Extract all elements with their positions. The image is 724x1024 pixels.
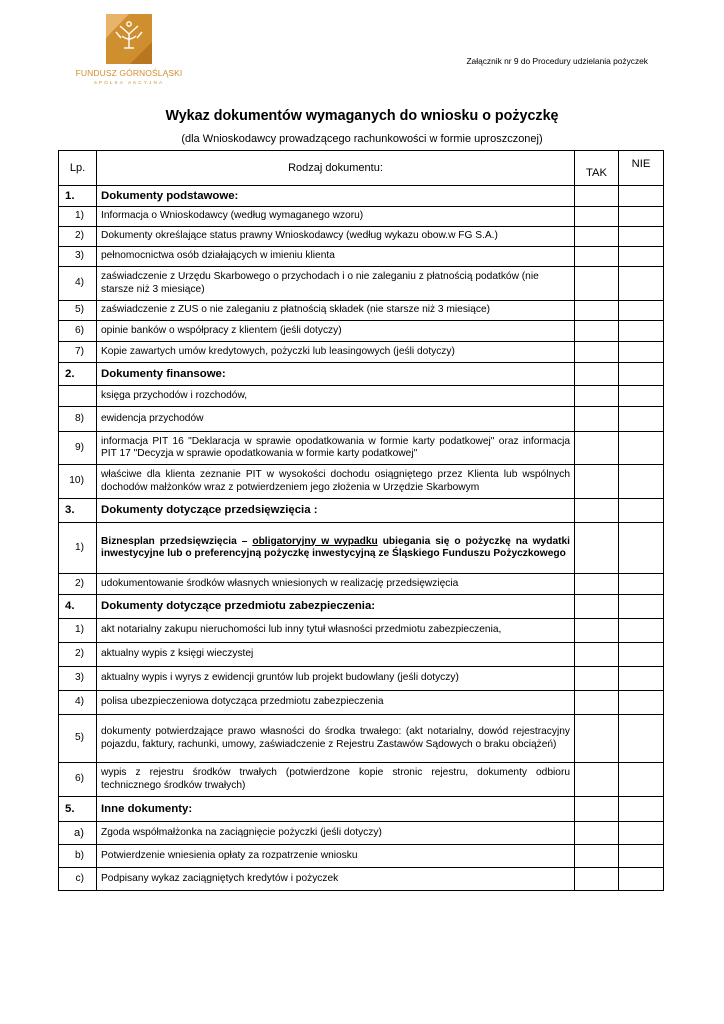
- item-number: 7): [59, 342, 97, 363]
- section-title: Dokumenty finansowe:: [97, 363, 575, 386]
- section-row: [59, 595, 664, 619]
- tak-checkbox[interactable]: [575, 667, 619, 691]
- tak-checkbox[interactable]: [575, 691, 619, 715]
- item-text: Podpisany wykaz zaciągniętych kredytów i pożyczek: [97, 868, 575, 891]
- table-row: [59, 247, 664, 267]
- tak-cell: [575, 363, 619, 386]
- tak-checkbox[interactable]: [575, 643, 619, 667]
- tak-checkbox[interactable]: [575, 465, 619, 499]
- item-text-part: Biznesplan przedsięwzięcia –: [101, 535, 253, 547]
- item-text: księga przychodów i rozchodów,: [97, 386, 575, 407]
- section-row: [59, 186, 664, 207]
- tak-cell: [575, 797, 619, 822]
- documents-table: [58, 150, 664, 891]
- nie-checkbox[interactable]: [619, 763, 664, 797]
- nie-checkbox[interactable]: [619, 845, 664, 868]
- section-number: 2.: [59, 363, 97, 386]
- item-number: 8): [59, 407, 97, 432]
- tak-checkbox[interactable]: [575, 523, 619, 574]
- nie-checkbox[interactable]: [619, 667, 664, 691]
- item-number: 2): [59, 574, 97, 595]
- tak-cell: [575, 186, 619, 207]
- item-number: b): [59, 845, 97, 868]
- section-number: 4.: [59, 595, 97, 619]
- item-text: aktualny wypis z księgi wieczystej: [97, 643, 575, 667]
- nie-cell: [619, 186, 664, 207]
- table-row: [59, 407, 664, 432]
- section-number: 3.: [59, 499, 97, 523]
- item-text-part: ubiegania się o pożyczkę na wydatki inwestycyjne lub o preferencyjną pożyczkę inwestycyjną ze Śląskiego Funduszu Pożyczkowego: [101, 535, 570, 559]
- page-title: Wykaz dokumentów wymaganych do wniosku o pożyczkę: [165, 108, 559, 124]
- page-subtitle: (dla Wnioskodawcy prowadzącego rachunkowości w formie uproszczonej): [181, 133, 543, 145]
- tak-checkbox[interactable]: [575, 247, 619, 267]
- nie-checkbox[interactable]: [619, 227, 664, 247]
- tak-cell: [575, 595, 619, 619]
- item-text: zaświadczenie z Urzędu Skarbowego o przychodach i o nie zaleganiu z płatnością podatków (nie starsze niż 3 miesiące): [97, 267, 575, 301]
- nie-checkbox[interactable]: [619, 407, 664, 432]
- nie-checkbox[interactable]: [619, 301, 664, 321]
- item-text: Kopie zawartych umów kredytowych, pożyczki lub leasingowych (jeśli dotyczy): [97, 342, 575, 363]
- table-row: [59, 207, 664, 227]
- item-number: 10): [59, 465, 97, 499]
- section-row: [59, 499, 664, 523]
- tak-checkbox[interactable]: [575, 386, 619, 407]
- nie-checkbox[interactable]: [619, 207, 664, 227]
- item-text: właściwe dla klienta zeznanie PIT w wysokości dochodu osiągniętego przez Klienta lub wspólnych dochodów małżonków wraz z potwierdzeniem jego złożenia w Urzędzie Skarbowym: [97, 465, 575, 499]
- nie-cell: [619, 595, 664, 619]
- table-row: [59, 822, 664, 845]
- item-number: 1): [59, 207, 97, 227]
- tak-checkbox[interactable]: [575, 763, 619, 797]
- logo-emblem-icon: [74, 12, 184, 68]
- nie-checkbox[interactable]: [619, 868, 664, 891]
- tak-checkbox[interactable]: [575, 301, 619, 321]
- nie-checkbox[interactable]: [619, 691, 664, 715]
- item-text: [97, 523, 575, 574]
- section-number: 5.: [59, 797, 97, 822]
- item-number: 3): [59, 247, 97, 267]
- section-title: Inne dokumenty:: [97, 797, 575, 822]
- section-title: Dokumenty dotyczące przedmiotu zabezpieczenia:: [97, 595, 575, 619]
- item-number: 4): [59, 691, 97, 715]
- table-row: [59, 667, 664, 691]
- item-number: 2): [59, 227, 97, 247]
- nie-checkbox[interactable]: [619, 321, 664, 342]
- item-number: [59, 386, 97, 407]
- item-text-underlined: obligatoryjny w wypadku: [252, 535, 378, 547]
- section-row: [59, 363, 664, 386]
- col-tak-header: [575, 151, 619, 186]
- table-row: [59, 619, 664, 643]
- table-row: [59, 523, 664, 574]
- nie-checkbox[interactable]: [619, 619, 664, 643]
- item-number: c): [59, 868, 97, 891]
- table-row: [59, 691, 664, 715]
- table-row: [59, 465, 664, 499]
- nie-checkbox[interactable]: [619, 247, 664, 267]
- item-number: 5): [59, 301, 97, 321]
- section-title: Dokumenty podstawowe:: [97, 186, 575, 207]
- nie-cell: [619, 363, 664, 386]
- tak-checkbox[interactable]: [575, 432, 619, 465]
- item-text: Potwierdzenie wniesienia opłaty za rozpatrzenie wniosku: [97, 845, 575, 868]
- nie-checkbox[interactable]: [619, 822, 664, 845]
- nie-checkbox[interactable]: [619, 267, 664, 301]
- item-text: udokumentowanie środków własnych wniesionych w realizację przedsięwzięcia: [97, 574, 575, 595]
- section-number: 1.: [59, 186, 97, 207]
- tak-label: TAK: [586, 166, 607, 179]
- table-row: [59, 267, 664, 301]
- item-text: informacja PIT 16 "Deklaracja w sprawie opodatkowania w formie karty podatkowej" oraz informacja PIT 17 "Decyzja w sprawie opodatkowania w formie karty podatkowej": [97, 432, 575, 465]
- item-number: 9): [59, 432, 97, 465]
- tak-checkbox[interactable]: [575, 207, 619, 227]
- item-text: polisa ubezpieczeniowa dotycząca przedmiotu zabezpieczenia: [97, 691, 575, 715]
- item-number: 6): [59, 321, 97, 342]
- table-row: [59, 845, 664, 868]
- table-row: [59, 432, 664, 465]
- table-row: [59, 574, 664, 595]
- table-row: [59, 643, 664, 667]
- item-text: wypis z rejestru środków trwałych (potwierdzone kopie stronic rejestru, dokumenty odbioru technicznego środków trwałych): [97, 763, 575, 797]
- item-number: 1): [59, 523, 97, 574]
- item-text: zaświadczenie z ZUS o nie zaleganiu z płatnością składek (nie starsze niż 3 miesiące): [97, 301, 575, 321]
- section-row: [59, 797, 664, 822]
- tak-checkbox[interactable]: [575, 407, 619, 432]
- tak-checkbox[interactable]: [575, 321, 619, 342]
- tak-checkbox[interactable]: [575, 267, 619, 301]
- col-doc-header: Rodzaj dokumentu:: [97, 151, 575, 186]
- table-row: [59, 763, 664, 797]
- item-text: Zgoda współmałżonka na zaciągnięcie pożyczki (jeśli dotyczy): [97, 822, 575, 845]
- tak-checkbox[interactable]: [575, 342, 619, 363]
- col-nie-header: [619, 151, 664, 186]
- nie-checkbox[interactable]: [619, 523, 664, 574]
- item-text: akt notarialny zakupu nieruchomości lub inny tytuł własności przedmiotu zabezpieczenia,: [97, 619, 575, 643]
- fundusz-logo: [74, 12, 184, 92]
- nie-checkbox[interactable]: [619, 715, 664, 763]
- item-number: 3): [59, 667, 97, 691]
- nie-checkbox[interactable]: [619, 432, 664, 465]
- item-number: 4): [59, 267, 97, 301]
- tak-checkbox[interactable]: [575, 845, 619, 868]
- item-text: Dokumenty określające status prawny Wnioskodawcy (według wykazu obow.w FG S.A.): [97, 227, 575, 247]
- item-number: a): [59, 822, 97, 845]
- item-text: opinie banków o współpracy z klientem (jeśli dotyczy): [97, 321, 575, 342]
- table-row: [59, 227, 664, 247]
- nie-checkbox[interactable]: [619, 465, 664, 499]
- item-number: 2): [59, 643, 97, 667]
- item-number: 6): [59, 763, 97, 797]
- logo-subtitle: SPÓŁKA AKCYJNA: [93, 80, 165, 85]
- section-title: Dokumenty dotyczące przedsięwzięcia :: [97, 499, 575, 523]
- item-text: dokumenty potwierdzające prawo własności do środka trwałego: (akt notarialny, dowód rejestracyjny pojazdu, faktury, rachunki, umowy, zaświadczenie z Rejestru Zastawów Sądowych o braku obciążeń): [97, 715, 575, 763]
- table-row: [59, 321, 664, 342]
- nie-cell: [619, 797, 664, 822]
- tak-checkbox[interactable]: [575, 619, 619, 643]
- tak-cell: [575, 499, 619, 523]
- table-row: [59, 386, 664, 407]
- table-row: [59, 301, 664, 321]
- tak-checkbox[interactable]: [575, 822, 619, 845]
- annex-note: Załącznik nr 9 do Procedury udzielania pożyczek: [466, 56, 648, 66]
- table-header-row: [59, 151, 664, 186]
- nie-checkbox[interactable]: [619, 342, 664, 363]
- nie-cell: [619, 499, 664, 523]
- item-text: aktualny wypis i wyrys z ewidencji gruntów lub projekt budowlany (jeśli dotyczy): [97, 667, 575, 691]
- table-row: [59, 715, 664, 763]
- item-number: 5): [59, 715, 97, 763]
- col-lp-header: Lp.: [59, 151, 97, 186]
- table-row: [59, 868, 664, 891]
- tak-checkbox[interactable]: [575, 868, 619, 891]
- tak-checkbox[interactable]: [575, 574, 619, 595]
- tak-checkbox[interactable]: [575, 227, 619, 247]
- nie-checkbox[interactable]: [619, 643, 664, 667]
- item-number: 1): [59, 619, 97, 643]
- item-text: Informacja o Wnioskodawcy (według wymaganego wzoru): [97, 207, 575, 227]
- logo-name: FUNDUSZ GÓRNOŚLĄSKI: [75, 68, 183, 78]
- table-row: [59, 342, 664, 363]
- item-text: pełnomocnictwa osób działających w imieniu klienta: [97, 247, 575, 267]
- tak-checkbox[interactable]: [575, 715, 619, 763]
- item-text: ewidencja przychodów: [97, 407, 575, 432]
- nie-checkbox[interactable]: [619, 574, 664, 595]
- nie-label: NIE: [631, 157, 651, 170]
- nie-checkbox[interactable]: [619, 386, 664, 407]
